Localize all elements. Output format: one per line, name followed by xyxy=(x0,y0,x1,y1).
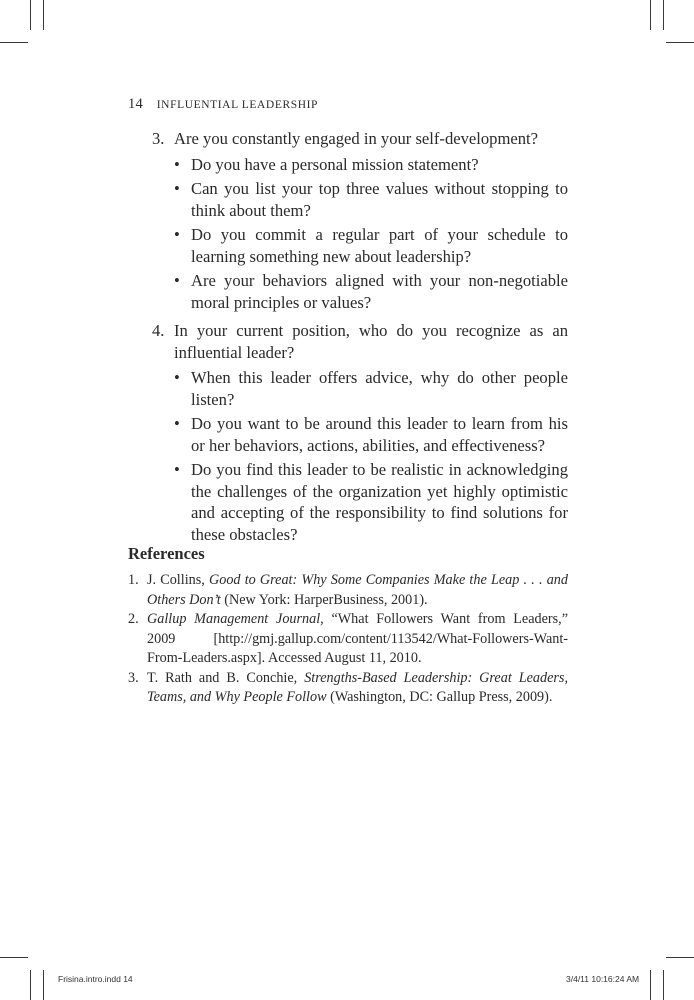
reference-text xyxy=(147,670,568,706)
question-item xyxy=(152,128,568,150)
bullet-glyph: • xyxy=(174,179,180,198)
bullet-glyph: • xyxy=(174,225,180,244)
crop-mark xyxy=(43,0,44,30)
crop-mark xyxy=(650,0,651,30)
reference-pre: T. Rath and B. Conchie, xyxy=(147,669,305,686)
reference-item xyxy=(128,610,568,669)
bullet-glyph: • xyxy=(174,368,180,387)
crop-mark xyxy=(666,42,694,43)
bullet-text: Do you find this leader to be realistic in acknowledging the challenges of the organization yet highly optimistic and accepting of the responsibility to find solutions for these obstacles? xyxy=(191,460,568,544)
bullet-item xyxy=(174,367,568,410)
page-number: 14 xyxy=(128,96,143,112)
bullet-text: When this leader offers advice, why do other people listen? xyxy=(191,368,568,409)
reference-post: (Washington, DC: Gallup Press, 2009). xyxy=(326,689,553,705)
crop-mark xyxy=(0,957,28,958)
crop-mark xyxy=(663,970,664,1000)
bullet-text: Do you have a personal mission statement? xyxy=(191,154,479,174)
crop-mark xyxy=(663,0,664,30)
reference-item xyxy=(128,669,568,708)
bullet-item xyxy=(174,270,568,313)
question-list xyxy=(152,128,568,548)
question-number: 4. xyxy=(152,321,165,340)
bullet-list xyxy=(152,154,568,314)
bullet-text: Are your behaviors aligned with your non-negotiable moral principles or values? xyxy=(191,271,568,312)
question-text: Are you constantly engaged in your self-development? xyxy=(174,129,539,148)
reference-post: , “What Followers Want from Leaders,” 2009 [http://gmj.gallup.com/content/113542/What-Followers-Want-From-Leaders.aspx]. Accessed August 11, 2010. xyxy=(147,611,569,666)
reference-number: 3. xyxy=(128,669,139,686)
reference-number: 1. xyxy=(128,572,139,588)
crop-mark xyxy=(30,0,31,30)
bullet-item xyxy=(174,178,568,221)
crop-mark xyxy=(0,42,28,43)
reference-number: 2. xyxy=(128,611,139,627)
question-number: 3. xyxy=(152,129,165,148)
bullet-glyph: • xyxy=(174,154,180,174)
crop-mark xyxy=(650,970,651,1000)
reference-item xyxy=(128,571,568,610)
bullet-text: Can you list your top three values without stopping to think about them? xyxy=(191,179,568,220)
bullet-glyph: • xyxy=(174,414,180,433)
bullet-item xyxy=(174,224,568,267)
reference-title: Good to Great: Why Some Companies Make the Leap . . . and Others Don’t xyxy=(147,572,568,608)
bullet-item xyxy=(174,413,568,456)
reference-text xyxy=(147,611,568,666)
reference-post: (New York: HarperBusiness, 2001). xyxy=(220,591,428,608)
reference-title: Strengths-Based Leadership: Great Leaders, Teams, and Why People Follow xyxy=(147,669,568,705)
bullet-list xyxy=(152,367,568,545)
slug-right: 3/4/11 10:16:24 AM xyxy=(566,974,640,984)
reference-title: Gallup Management Journal xyxy=(147,611,321,627)
bullet-item xyxy=(174,154,568,176)
crop-mark xyxy=(43,970,44,1000)
bullet-text: Do you commit a regular part of your schedule to learning something new about leadership? xyxy=(191,225,568,266)
reference-text xyxy=(147,572,568,608)
bullet-glyph: • xyxy=(174,460,180,479)
references-list xyxy=(128,571,568,708)
running-head xyxy=(128,96,318,113)
slug-left: Frisina.intro.indd 14 xyxy=(58,974,133,984)
bullet-item xyxy=(174,459,568,545)
question-item xyxy=(152,320,568,363)
running-title: INFLUENTIAL LEADERSHIP xyxy=(156,99,319,111)
crop-mark xyxy=(666,957,694,958)
bullet-glyph: • xyxy=(174,271,180,290)
question-text: In your current position, who do you recognize as an influential leader? xyxy=(174,321,568,362)
bullet-text: Do you want to be around this leader to learn from his or her behaviors, actions, abilities, and effectiveness? xyxy=(191,414,568,455)
references-heading: References xyxy=(128,544,205,563)
reference-pre: J. Collins, xyxy=(147,572,209,588)
crop-mark xyxy=(30,970,31,1000)
